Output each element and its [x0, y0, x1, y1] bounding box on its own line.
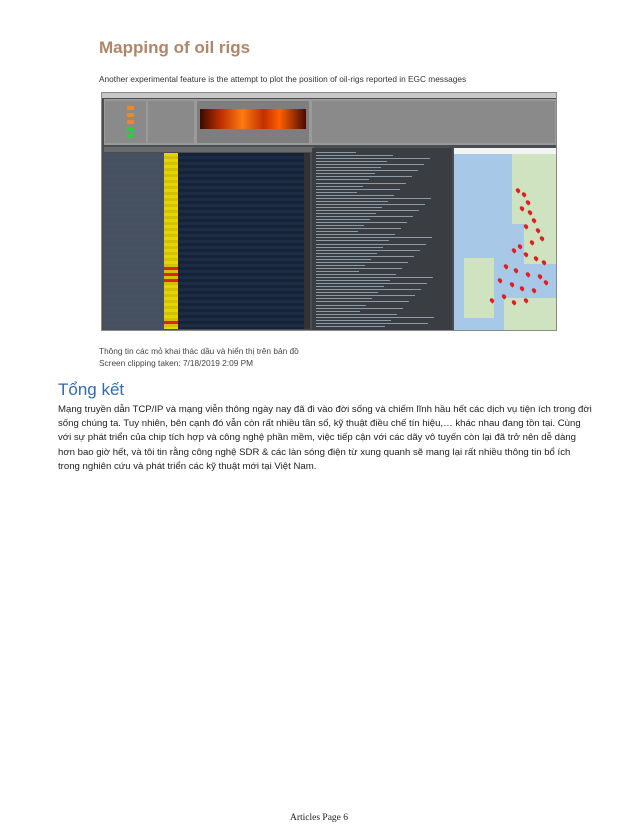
log-line [316, 317, 434, 318]
log-line [316, 240, 389, 241]
log-line [316, 274, 396, 275]
log-line [316, 219, 370, 220]
table-column-highlight [164, 153, 178, 329]
log-line [316, 298, 372, 299]
log-line [316, 286, 384, 287]
log-line [316, 173, 375, 174]
log-line [316, 216, 413, 217]
log-line [316, 253, 377, 254]
table-row-alert [164, 279, 178, 282]
log-line [316, 161, 387, 162]
status-panel-middle [148, 101, 194, 143]
paragraph-line: Mạng truyền dẫn TCP/IP và mạng viễn thông ngày nay đã đi vào đời sống và chiếm lĩnh hầu hết các dịch vụ tiện ích trong đời [58, 404, 592, 415]
log-line [316, 301, 409, 302]
log-line [316, 201, 388, 202]
section-title: Tổng kết [58, 380, 125, 399]
paragraph-line: với sự phát triển của chip tích hợp và công nghệ phần mềm, việc tiếp cận với các dãy vô tuyến còn lại đã trở nên dễ dàng [58, 432, 576, 444]
log-line [316, 183, 406, 184]
log-line [316, 207, 382, 208]
table-row-alert [164, 267, 178, 270]
log-line [316, 164, 424, 165]
log-line [316, 271, 359, 272]
log-line [316, 237, 432, 238]
screenshot-status-panels [104, 99, 556, 145]
log-line [316, 222, 407, 223]
status-led [127, 134, 134, 138]
log-line [316, 225, 364, 226]
log-line [316, 283, 427, 284]
log-line [316, 204, 425, 205]
log-line [316, 256, 414, 257]
screenshot-menubar [102, 93, 556, 98]
log-line [316, 289, 421, 290]
map-land-uk [464, 258, 494, 318]
paragraph-line: trong nghiên cứu và phát triển các kỹ thuật mới tại Việt Nam. [58, 460, 317, 472]
log-line [316, 155, 393, 156]
log-line [316, 198, 431, 199]
paragraph-line: sống chúng ta. Tuy nhiên, bên cạnh đó vẫn còn rất nhiều tần số, kỹ thuật điều chế tín hiệu,… khác nhau đang tồn tại. Cùng [58, 418, 581, 430]
intro-text: Another experimental feature is the attempt to plot the position of oil-rigs reported in EGC messages [99, 74, 467, 84]
summary-paragraph [58, 403, 592, 474]
status-led [127, 120, 134, 124]
table-row-alert [164, 321, 178, 324]
log-line [316, 158, 430, 159]
log-line [316, 210, 419, 211]
log-line [316, 308, 403, 309]
log-line [316, 195, 394, 196]
message-log-panel [312, 148, 452, 330]
log-line [316, 231, 358, 232]
log-line [316, 320, 391, 321]
log-line [316, 247, 383, 248]
table-row-alert [164, 273, 178, 276]
status-led [127, 113, 134, 117]
log-line [316, 167, 381, 168]
log-line [316, 314, 397, 315]
log-line [316, 152, 356, 153]
log-line [316, 323, 428, 324]
log-line [316, 305, 366, 306]
log-line [316, 292, 378, 293]
page-heading: Mapping of oil rigs [99, 38, 251, 57]
log-line [316, 295, 415, 296]
log-line [316, 186, 363, 187]
screenshot-tabs [104, 147, 314, 152]
log-line [316, 259, 371, 260]
log-line [316, 280, 390, 281]
log-line [316, 268, 402, 269]
log-line [316, 192, 357, 193]
log-line [316, 326, 385, 327]
caption-line-1: Thông tin các mỏ khai thác dầu và hiển thị trên bản đồ [99, 346, 299, 356]
log-line [316, 311, 360, 312]
log-line [316, 250, 420, 251]
oil-rig-map [454, 148, 556, 330]
log-line [316, 170, 418, 171]
log-line [316, 176, 412, 177]
page-footer: Articles Page 6 [289, 813, 349, 823]
log-line [316, 277, 433, 278]
waterfall-spectrum [200, 109, 306, 129]
message-table [104, 153, 304, 329]
log-line [316, 189, 400, 190]
table-column [104, 153, 164, 329]
log-line [316, 262, 408, 263]
log-line [316, 244, 426, 245]
software-screenshot [101, 92, 557, 331]
caption-line-2: Screen clipping taken: 7/18/2019 2:09 PM [99, 358, 254, 368]
info-panel-right [312, 101, 555, 143]
log-line [316, 265, 365, 266]
log-line [316, 213, 376, 214]
status-led [127, 106, 134, 110]
status-led [127, 127, 134, 131]
log-line [316, 228, 401, 229]
log-line [316, 234, 395, 235]
table-scrollbar [304, 153, 310, 329]
paragraph-line: hơn bao giờ hết, và tôi tin rằng công nghệ SDR & các làn sóng điện từ xung quanh sẽ mang lại rất nhiều thông tin bổ ích [58, 446, 571, 458]
status-panel-left [105, 101, 146, 143]
log-line [316, 179, 369, 180]
